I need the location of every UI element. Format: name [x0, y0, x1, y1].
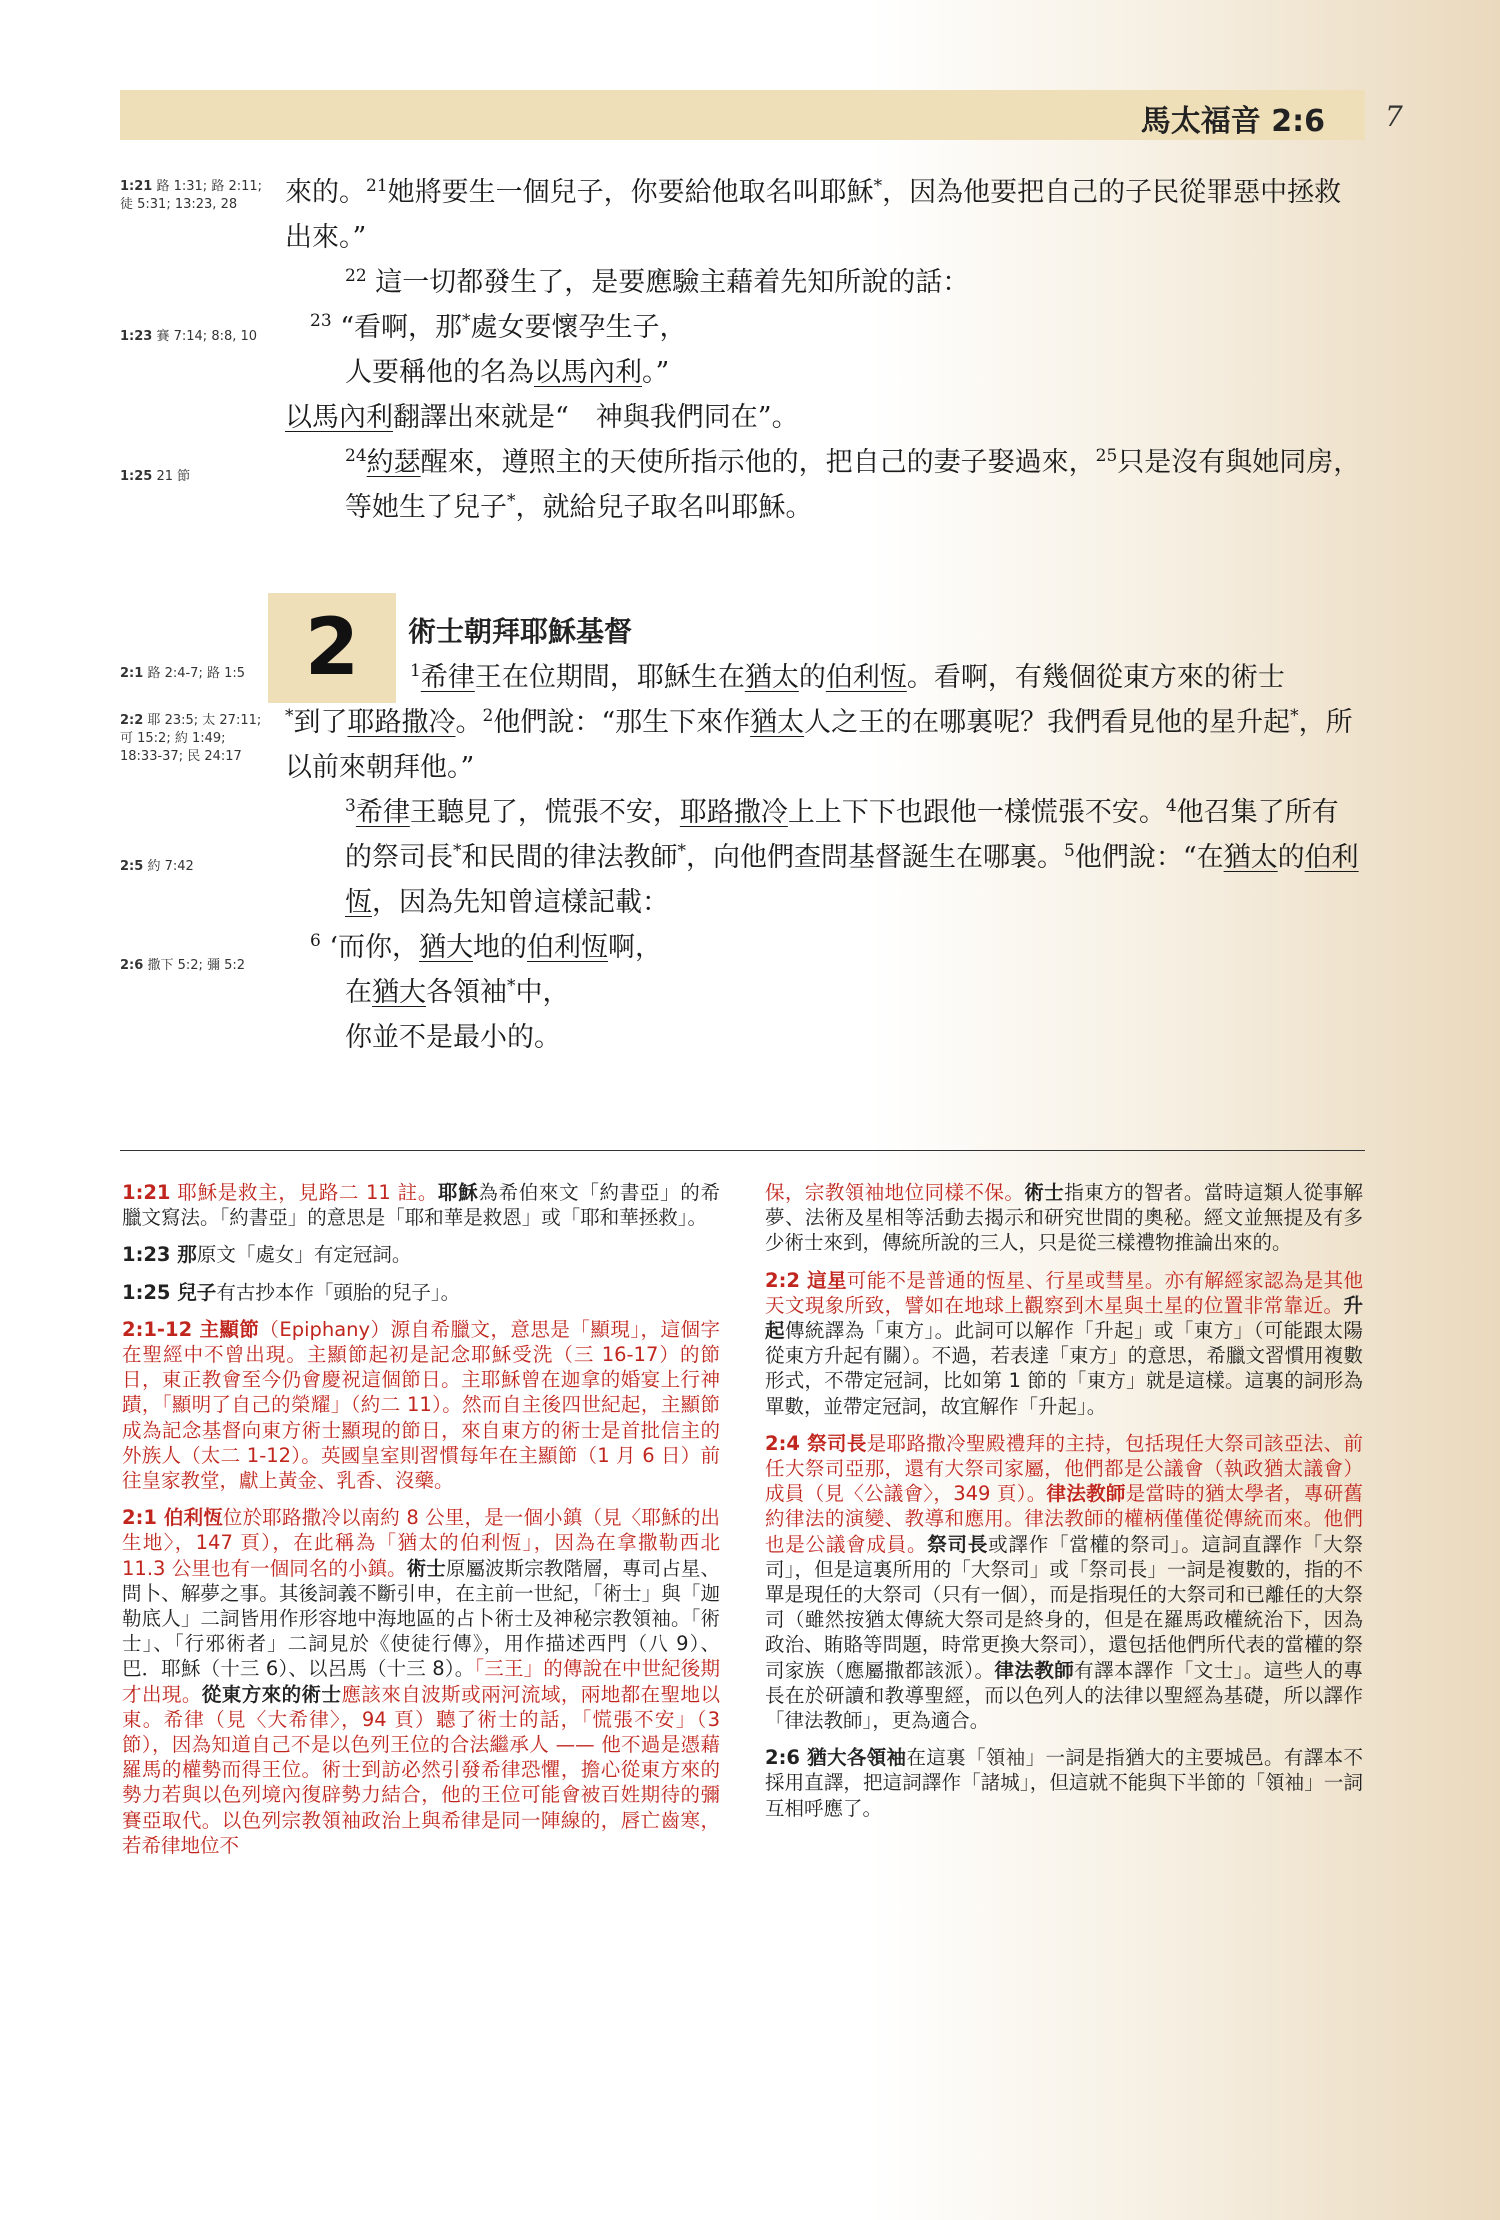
verse-23-line-2: 人要稱他的名為以馬內利。”	[345, 357, 670, 388]
verse-2-6: $^6$ ‘而你，猶大地的伯利恆啊，	[310, 931, 663, 963]
cross-ref-2-1: 2:1 路 2:4-7; 路 1:5	[120, 666, 246, 681]
verse-2-6-line-3: 你並不是最小的。	[345, 1022, 561, 1053]
verse-2-1: $^1$希律王在位期間，耶穌生在猶太的伯利恆。看啊，有幾個從東方來的術士	[410, 661, 1285, 693]
verse-2-6-line-2: 在猶大各領袖*中，	[345, 976, 570, 1008]
footnote-divider	[120, 1150, 1365, 1151]
chapter-number: 2	[268, 593, 396, 703]
verse-22: $^{22}$ 這一切都發生了，是要應驗主藉着先知所說的話：	[345, 266, 970, 298]
page-number: 7	[1385, 100, 1403, 133]
scripture-chapter-1	[285, 170, 1365, 530]
note-2-2: 2:2 這星可能不是普通的恆星、行星或彗星。亦有解經家認為是其他天文現象所致，譬如在地球上觀察到木星與土星的位置非常靠近。升起傳統譯為「東方」。此詞可以解作「升起」或「東方」（可能跟太陽從東方升起有關）。不過，若表達「東方」的意思，希臘文習慣用複數形式，不帶定冠詞，比如第 1 節的「東方」就是這樣。這裏的詞形為單數，並帶定冠詞，故宜解作「升起」。	[765, 1268, 1363, 1418]
verse-2-3-5: $^3$希律王聽見了，慌張不安，耶路撒冷上上下下也跟他一樣慌張不安。$^4$他召集了所有的祭司長*和民間的律法教師*，向他們查問基督誕生在哪裏。$^5$他們說：“在猶太的伯利恆，因為先知曾這樣記載：	[345, 796, 1359, 918]
note-1-23: 1:23 那原文「處女」有定冠詞。	[122, 1243, 412, 1267]
cross-ref-1-21: 1:21 路 1:31; 路 2:11; 徒 5:31; 13:23, 28	[120, 179, 263, 212]
cross-ref-2-6: 2:6 撒下 5:2; 彌 5:2	[120, 958, 246, 973]
note-1-21: 1:21 耶穌是救主，見路二 11 註。耶穌為希伯來文「約書亞」的希臘文寫法。「約書亞」的意思是「耶和華是救恩」或「耶和華拯救」。	[122, 1181, 720, 1230]
verse-24-25: $^{24}$約瑟醒來，遵照主的天使所指示他的，把自己的妻子娶過來，$^{25}$只是沒有與她同房，等她生了兒子*，就給兒子取名叫耶穌。	[345, 446, 1361, 523]
cross-ref-1-23: 1:23 賽 7:14; 8:8, 10	[120, 329, 258, 344]
cross-ref-2-5: 2:5 約 7:42	[120, 859, 194, 874]
study-notes-left	[122, 1180, 720, 1870]
note-1-25: 1:25 兒子有古抄本作「頭胎的兒子」。	[122, 1280, 461, 1304]
section-heading: 術士朝拜耶穌基督	[408, 615, 633, 648]
translation-note: 以馬內利翻譯出來就是“ 神與我們同在”。	[285, 402, 799, 433]
verse-21: 來的。$^{21}$她將要生一個兒子，你要給他取名叫耶穌*，因為他要把自己的子民從罪惡中拯救出來。”	[285, 176, 1342, 253]
note-2-6: 2:6 猶大各領袖在這裏「領袖」一詞是指猶大的主要城邑。有譯本不採用直譯，把這詞譯作「諸城」，但這就不能與下半節的「領袖」一詞互相呼應了。	[765, 1746, 1363, 1820]
header-title: 馬太福音 2:6	[1140, 104, 1325, 139]
note-2-4: 2:4 祭司長是耶路撒冷聖殿禮拜的主持，包括現任大祭司該亞法、前任大祭司亞那，還有大祭司家屬，他們都是公議會（執政猶太議會）成員（見〈公議會〉，349 頁）。律法教師是當時的猶太學者，專研舊約律法的演變、教導和應用。律法教師的權柄僅僅從傳統而來。他們也是公議會成員。祭司長或譯作「當權的祭司」。這詞直譯作「大祭司」，但是這裏所用的「大祭司」或「祭司長」一詞是複數的，指的不單是現任的大祭司（只有一個），而是指現任的大祭司和已離任的大祭司（雖然按猶太傳統大祭司是終身的，但是在羅馬政權統治下，因為政治、賄賂等問題，時常更換大祭司），還包括他們所代表的當權的祭司家族（應屬撒都該派）。律法教師有譯本譯作「文士」。這些人的專長在於研讀和教導聖經，而以色列人的法律以聖經為基礎，所以譯作「律法教師」，更為適合。	[765, 1431, 1363, 1733]
note-2-1-continued: 保，宗教領袖地位同樣不保。術士指東方的智者。當時這類人從事解夢、法術及星相等活動去揭示和研究世間的奧秘。經文並無提及有多少術士來到，傳統所說的三人，只是從三樣禮物推論出來的。	[765, 1181, 1363, 1255]
running-header	[120, 90, 1365, 140]
verse-2-1-2: *到了耶路撒冷。$^2$他們說：“那生下來作猶太人之王的在哪裏呢？我們看見他的星升起*，所以前來朝拜他。”	[285, 706, 1353, 783]
verse-23: $^{23}$ “看啊，那*處女要懷孕生子，	[310, 311, 687, 343]
note-2-1-12: 2:1-12 主顯節（Epiphany）源自希臘文，意思是「顯現」，這個字在聖經中不曾出現。主顯節起初是記念耶穌受洗（三 16-17）的節日，東正教會至今仍會慶祝這個節日。主耶穌曾在迦拿的婚宴上行神蹟，「顯明了自己的榮耀」（約二 11）。然而自主後四世紀起，主顯節成為記念基督向東方術士顯現的節日，來自東方的術士是首批信主的外族人（太二 1-12）。英國皇室則習慣每年在主顯節（1 月 6 日）前往皇家教堂，獻上黃金、乳香、沒藥。	[122, 1317, 720, 1493]
scripture-chapter-2	[285, 655, 1365, 1060]
cross-ref-1-25: 1:25 21 節	[120, 469, 191, 484]
study-notes-right	[765, 1180, 1363, 1833]
cross-ref-2-2: 2:2 耶 23:5; 太 27:11; 可 15:2; 約 1:49; 18:33-37; 民 24:17	[120, 713, 262, 764]
note-2-1: 2:1 伯利恆位於耶路撒冷以南約 8 公里，是一個小鎮（見〈耶穌的出生地〉，147 頁），在此稱為「猶太的伯利恆」，因為在拿撒勒西北 11.3 公里也有一個同名的小鎮。術士原屬波斯宗教階層，專司占星、問卜、解夢之事。其後詞義不斷引申，在主前一世紀，「術士」與「迦勒底人」二詞皆用作形容地中海地區的占卜術士及神秘宗教領袖。「術士」、「行邪術者」二詞見於《使徒行傳》，用作描述西門（八 9）、巴．耶穌（十三 6）、以呂馬（十三 8）。「三王」的傳說在中世紀後期才出現。從東方來的術士應該來自波斯或兩河流域，兩地都在聖地以東。希律（見〈大希律〉，94 頁）聽了術士的話，「慌張不安」（3 節），因為知道自己不是以色列王位的合法繼承人 —— 他不過是憑藉羅馬的權勢而得王位。術士到訪必然引發希律恐懼，擔心從東方來的勢力若與以色列境內復辟勢力結合，他的王位可能會被百姓期待的彌賽亞取代。以色列宗教領袖政治上與希律是同一陣線的，唇亡齒寒，若希律地位不	[122, 1506, 720, 1857]
